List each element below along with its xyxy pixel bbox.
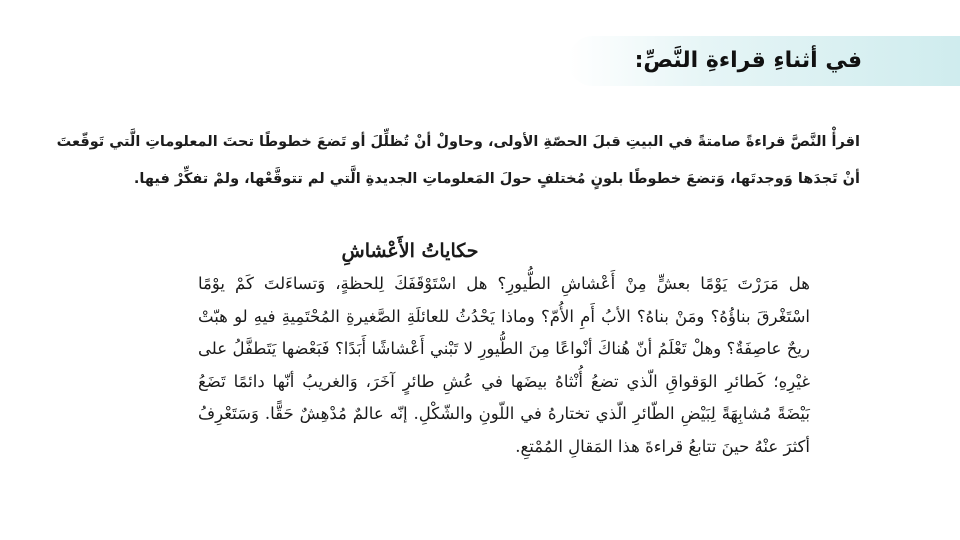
story-body: هل مَرَرْتَ يَوْمًا بعشٍّ مِنْ أَعْشاشِ الطُّيورِ؟ هل اسْتَوْقَفَكَ لِلحظةٍ، وَتساءَلتَ كَمْ يوْمًا اسْتَغْرقَ بناؤُهُ؟ ومَنْ بناهُ؟ الأبُ أَمِ الأُمّ؟ وماذا يَحْدُثُ للعائلَةِ الصَّغيرةِ المُحْتَمِيةِ فيهِ لو هبّتْ ريحٌ عاصِفَةٌ؟ وهلْ تَعْلَمُ أنّ هُناكَ أنْواعًا مِنَ الطُّيورِ لا تَبْني أَعْشاشًا أَبَدًا؟ فَبَعْضها يَتَطفَّلُ على غيْرِهِ؛ كَطائرِ الوَقواقِ الّذي تضعُ أُنْثاهُ بيضَها في عُشِ طائرٍ آخَرَ، وَالغريبُ أنّها دائمًا تَضَعُ بَيْضَةً مُشابِهَةً لِبَيْضِ الطّائرِ الّذي تختارهُ في اللّونِ والشّكْلِ. إنّه عالمٌ مُدْهِشٌ حَقًّا. وَسَتَعْرِفُ أكثرَ عنْهُ حينَ تتابعُ قراءةَ هذا المَقالِ المُمْتعِ.: [198, 274, 810, 456]
section-title: في أثناءِ قراءةِ النَّصِّ:: [634, 48, 862, 73]
reading-instructions: اقرأْ النَّصَّ قراءةً صامتةً في البيتِ قبلَ الحصّةِ الأولى، وحاولْ أنْ تُظلِّلَ أو تَضعَ خطوطًا تحتَ المعلوماتِ الَّتي تَوقّعتَ أنْ تَجدَها وَوجدتَها، وَتضعَ خطوطًا بلونٍ مُختلفٍ حولَ المَعلوماتِ الجديدةِ الَّتي لم تتوقَّعْها، ولمْ تفكِّرْ فيها.: [56, 134, 860, 187]
story-title: حكاياتُ الأَعْشاشِ: [341, 240, 479, 262]
